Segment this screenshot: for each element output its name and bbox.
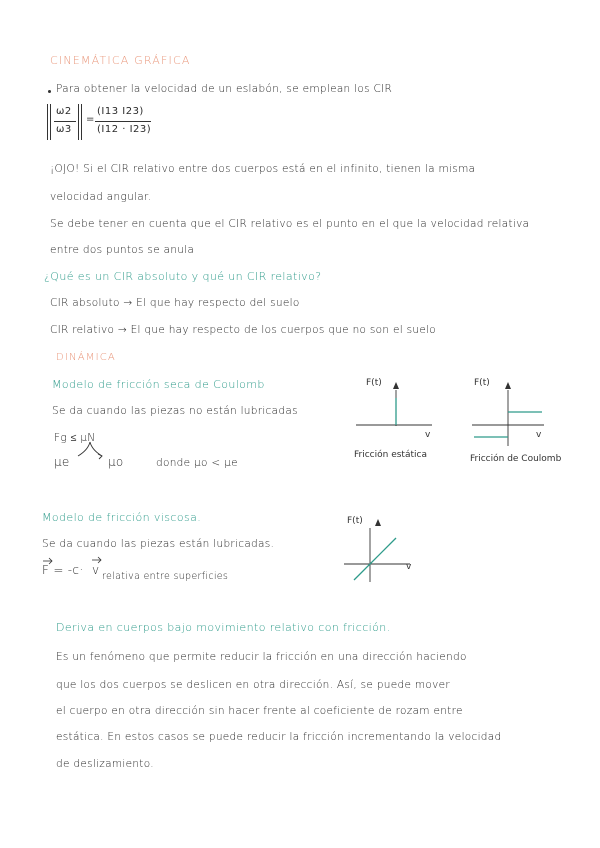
cir-question: ¿Qué es un CIR absoluto y qué un CIR relativo? — [44, 270, 322, 283]
page-title: CINEMÁTICA GRÁFICA — [50, 54, 191, 67]
bullet — [48, 90, 51, 93]
graph1-caption: Fricción estática — [354, 450, 427, 460]
graph2-caption: Fricción de Coulomb — [470, 454, 562, 464]
cir-absoluto: CIR absoluto → El que hay respecto del suelo — [50, 297, 300, 309]
viscosa-title: Modelo de fricción viscosa. — [42, 511, 202, 524]
graph3-xlabel: v — [406, 562, 412, 572]
coulomb-donde: donde μo < μe — [156, 457, 238, 469]
graph2-ylabel: F(t) — [474, 378, 490, 388]
deriva-line-1: Es un fenómeno que permite reducir la fricción en una dirección haciendo — [56, 651, 467, 663]
deriva-title: Deriva en cuerpos bajo movimiento relativo con fricción. — [56, 621, 391, 634]
viscosa-formula-lhs: F = -c· — [42, 563, 84, 577]
ojo-line-3: Se debe tener en cuenta que el CIR relativo es el punto en el que la velocidad relativa — [50, 218, 530, 230]
cir-relativo: CIR relativo → El que hay respecto de los cuerpos que no son el suelo — [50, 324, 437, 336]
cir-numerator: (I13 I23) — [97, 106, 144, 117]
coulomb-inequality: Fg ≤ μN — [54, 432, 96, 444]
ojo-line-2: velocidad angular. — [50, 191, 152, 203]
deriva-line-2: que los dos cuerpos se deslicen en otra dirección. Así, se puede mover — [56, 679, 451, 691]
notes-page: CINEMÁTICA GRÁFICA Para obtener la velocidad de un eslabón, se emplean los CIR ω2 ω3 = (I13 I23) (I12 · I23) ¡OJO! Si el CIR relativo entre dos cuerpos está en el infinito, tienen la misma velocidad angular. Se debe tener en cuenta que el CIR relativo es el punto en el que la velocidad relativa entre dos puntos se anula ¿Qué es un CIR absoluto y qué un CIR relativo? CIR absoluto → El que hay respecto del suelo CIR relativo → El que hay respecto de los cuerpos que no son el suelo DINÁMICA Modelo de fricción seca de Coulomb Se da cuando las piezas no están lubricadas Fg ≤ μN μe μo donde μo < μe F(t) v Fricción estática F(t) v Fricción de Coulomb Modelo de fricción viscosa. Se da cuando las piezas están lubricadas. F = -c· v relativa entre superficies F(t) v Deriva en cuerpos bajo movimiento relativo con fricción. Es un fenómeno que permite reducir la fricción en una dirección haciendo que los dos cuerpos se deslicen en otra dirección. Así, se puede mover el cuerpo en otra dirección sin hacer frente al coeficiente de rozam entre estática. En estos casos se puede reducir la fricción incrementando la velocidad de deslizamiento. — [42, 54, 562, 770]
graph1-ylabel: F(t) — [366, 378, 382, 388]
mu-o: μo — [108, 455, 124, 469]
section-dinamica: DINÁMICA — [56, 352, 116, 363]
cir-intro: Para obtener la velocidad de un eslabón, se emplean los CIR — [56, 83, 393, 95]
coulomb-friction-graph — [466, 376, 556, 456]
graph3-ylabel: F(t) — [347, 516, 363, 526]
vector-arrow-icon — [42, 557, 54, 565]
viscosa-text: Se da cuando las piezas están lubricadas. — [42, 538, 275, 550]
graph1-xlabel: v — [425, 430, 431, 440]
cir-denominator: (I12 · I23) — [97, 124, 152, 135]
omega-2: ω2 — [56, 106, 72, 117]
viscosa-formula-v: v — [92, 563, 100, 577]
omega-3: ω3 — [56, 124, 72, 135]
deriva-line-4: estática. En estos casos se puede reducir la fricción incrementando la velocidad — [56, 731, 502, 743]
deriva-line-5: de deslizamiento. — [56, 758, 154, 770]
coulomb-title: Modelo de fricción seca de Coulomb — [52, 378, 265, 391]
mu-e: μe — [54, 455, 70, 469]
ojo-line-1: ¡OJO! Si el CIR relativo entre dos cuerpos está en el infinito, tienen la misma — [50, 163, 476, 175]
deriva-line-3: el cuerpo en otra dirección sin hacer frente al coeficiente de rozam entre — [56, 705, 463, 717]
ojo-line-4: entre dos puntos se anula — [50, 244, 195, 256]
arrows-icon — [70, 440, 110, 462]
coulomb-text: Se da cuando las piezas no están lubricadas — [52, 405, 298, 417]
vector-arrow-icon — [91, 556, 103, 564]
viscosa-formula-rest: relativa entre superficies — [102, 571, 229, 582]
graph2-xlabel: v — [536, 430, 542, 440]
